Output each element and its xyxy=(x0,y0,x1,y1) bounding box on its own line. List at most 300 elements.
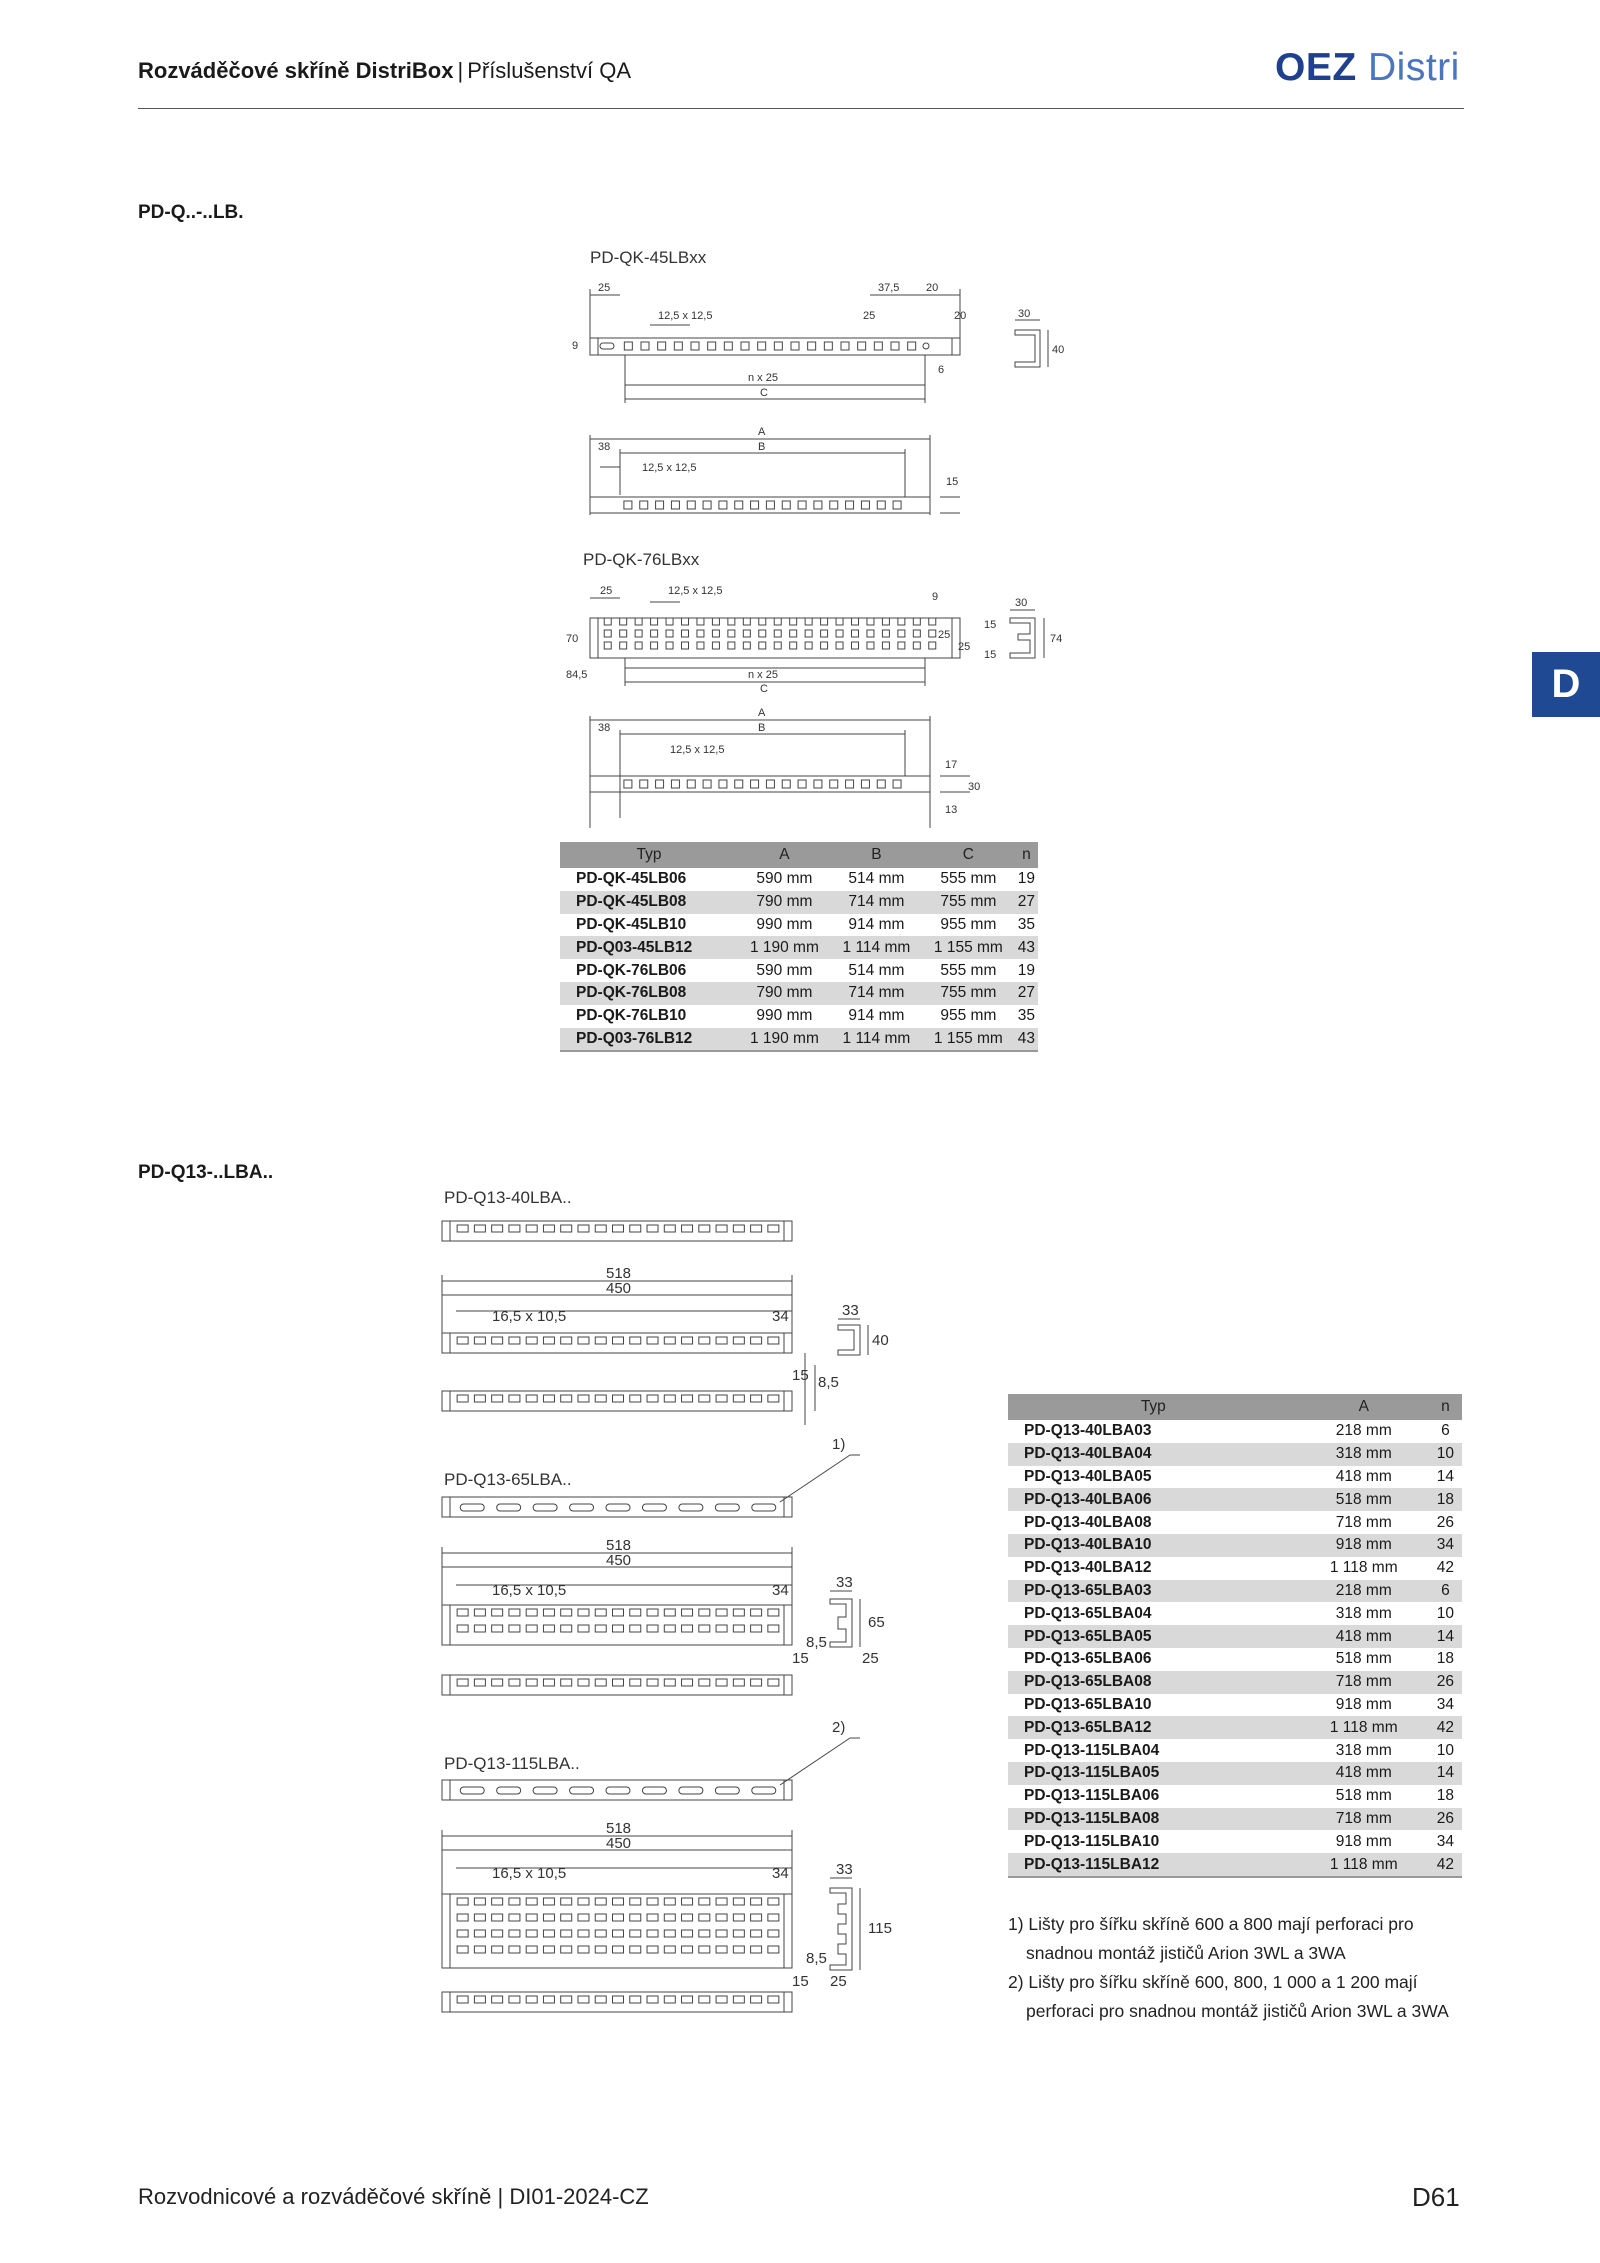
table-row xyxy=(1008,1602,1462,1625)
perforation-hole xyxy=(703,501,711,509)
q13-65-holes-row xyxy=(457,1679,779,1686)
dim-label: 34 xyxy=(772,1582,789,1599)
logo-distri: Distri xyxy=(1368,46,1460,89)
table-row xyxy=(560,891,1038,914)
perforation-hole xyxy=(613,1914,624,1921)
perforation-hole xyxy=(604,618,611,625)
table-row xyxy=(560,868,1038,891)
perforation-hole xyxy=(561,1679,572,1686)
perforation-hole xyxy=(715,1787,739,1794)
perforation-hole xyxy=(604,642,611,649)
perforation-hole xyxy=(768,1996,779,2003)
perforation-hole xyxy=(664,1679,675,1686)
perforation-hole xyxy=(861,501,869,509)
value-cell: 34 xyxy=(1436,1832,1455,1850)
perforation-hole xyxy=(624,780,632,788)
perforation-hole xyxy=(743,630,750,637)
dim-label: 12,5 x 12,5 xyxy=(658,310,713,322)
value-cell: 418 mm xyxy=(1335,1467,1392,1485)
perforation-hole xyxy=(642,1504,666,1511)
perforation-hole xyxy=(751,1225,762,1232)
perforation-hole xyxy=(604,630,611,637)
dim-label: 25 xyxy=(598,282,611,294)
dim-label: 8,5 xyxy=(818,1374,839,1391)
perforation-hole xyxy=(798,780,806,788)
perforation-hole xyxy=(474,1946,485,1953)
perforation-hole xyxy=(526,1609,537,1616)
perforation-hole xyxy=(497,1787,521,1794)
perforation-hole xyxy=(719,501,727,509)
dim-label: 115 xyxy=(868,1920,892,1937)
drawing-45-holes-bottom xyxy=(624,501,901,509)
value-cell: 918 mm xyxy=(1299,1534,1429,1557)
perforation-hole xyxy=(716,1930,727,1937)
perforation-hole xyxy=(492,1679,503,1686)
perforation-hole xyxy=(561,1225,572,1232)
q13-115-holes-row xyxy=(457,1930,779,1937)
perforation-hole xyxy=(682,1625,693,1632)
dim-label: C xyxy=(760,683,768,695)
table-row xyxy=(560,1005,1038,1028)
perforation-hole xyxy=(647,1625,658,1632)
header-title-bold: Rozváděčové skříně DistriBox xyxy=(138,58,454,83)
perforation-hole xyxy=(457,1337,468,1344)
perforation-hole xyxy=(664,1625,675,1632)
perforation-hole xyxy=(751,1337,762,1344)
perforation-hole xyxy=(595,1996,606,2003)
perforation-hole xyxy=(664,1225,675,1232)
value-cell: 6 xyxy=(1441,1422,1450,1440)
drawing-45-label: PD-QK-45LBxx xyxy=(590,248,707,267)
perforation-hole xyxy=(728,630,735,637)
perforation-hole xyxy=(699,1679,710,1686)
perforation-hole xyxy=(474,1930,485,1937)
dim-label: 16,5 x 10,5 xyxy=(492,1308,567,1325)
value-cell: 518 mm xyxy=(1335,1787,1392,1805)
perforation-hole xyxy=(716,1914,727,1921)
perforation-hole xyxy=(492,1337,503,1344)
perforation-hole xyxy=(716,1625,727,1632)
perforation-hole xyxy=(758,342,766,350)
value-cell: 14 xyxy=(1429,1625,1462,1648)
value-cell: 914 mm xyxy=(848,1007,905,1025)
value-cell: 318 mm xyxy=(1335,1604,1392,1622)
dim-label: 25 xyxy=(862,1650,879,1667)
value-cell: 26 xyxy=(1429,1671,1462,1694)
dim-label: 15 xyxy=(984,619,997,631)
perforation-hole xyxy=(613,1930,624,1937)
perforation-hole xyxy=(457,1679,468,1686)
value-cell: 42 xyxy=(1429,1716,1462,1739)
perforation-hole xyxy=(733,1930,744,1937)
perforation-hole xyxy=(699,1930,710,1937)
type-cell: PD-Q13-40LBA12 xyxy=(1024,1559,1152,1577)
table-row xyxy=(1008,1443,1462,1466)
perforation-hole xyxy=(526,1930,537,1937)
dim-label: 12,5 x 12,5 xyxy=(668,585,723,597)
value-cell: 34 xyxy=(1429,1534,1462,1557)
perforation-hole xyxy=(533,1504,557,1511)
dim-label: 9 xyxy=(932,591,939,603)
perforation-hole xyxy=(474,1625,485,1632)
perforation-hole xyxy=(656,780,664,788)
value-cell: 990 mm xyxy=(756,1007,813,1025)
perforation-hole xyxy=(929,618,936,625)
perforation-hole xyxy=(509,1679,520,1686)
perforation-hole xyxy=(613,1609,624,1616)
drawing-q13-115-label: PD-Q13-115LBA.. xyxy=(444,1754,580,1773)
value-cell: 555 mm xyxy=(940,961,997,979)
perforation-hole xyxy=(733,1914,744,1921)
perforation-hole xyxy=(830,780,838,788)
perforation-hole xyxy=(613,1625,624,1632)
type-cell: PD-Q03-76LB12 xyxy=(560,1028,738,1052)
value-cell: 10 xyxy=(1429,1443,1462,1466)
page-footer: Rozvodnicové a rozváděčové skříně | DI01-2024-CZ xyxy=(138,2184,649,2209)
perforation-hole xyxy=(492,1898,503,1905)
perforation-hole xyxy=(664,1996,675,2003)
value-cell: 918 mm xyxy=(1335,1832,1392,1850)
type-cell: PD-Q13-40LBA04 xyxy=(1008,1443,1299,1466)
perforation-hole xyxy=(682,1225,693,1232)
perforation-hole xyxy=(497,1504,521,1511)
perforation-hole xyxy=(759,642,766,649)
value-cell: 42 xyxy=(1429,1853,1462,1877)
perforation-hole xyxy=(509,1625,520,1632)
value-cell: 19 xyxy=(1017,961,1035,979)
footnote-marker: 1) xyxy=(832,1436,846,1453)
perforation-hole xyxy=(805,618,812,625)
dim-label: 38 xyxy=(598,722,611,734)
drawing-q13-115-svg xyxy=(440,1718,900,2028)
dim-label: 25 xyxy=(830,1973,847,1990)
perforation-hole xyxy=(751,780,759,788)
q13-65-ovals-row xyxy=(460,1504,776,1511)
perforation-hole xyxy=(620,642,627,649)
value-cell: 19 xyxy=(1017,870,1035,888)
perforation-hole xyxy=(716,1225,727,1232)
perforation-hole xyxy=(699,1898,710,1905)
q13-40-holes-row xyxy=(457,1225,779,1232)
perforation-hole xyxy=(457,1946,468,1953)
q13-115-holes-row xyxy=(457,1898,779,1905)
perforation-hole xyxy=(716,1679,727,1686)
perforation-hole xyxy=(733,1395,744,1402)
dim-label: 30 xyxy=(968,781,981,793)
type-cell: PD-Q13-65LBA05 xyxy=(1008,1625,1299,1648)
q13-40-holes-row xyxy=(457,1395,779,1402)
perforation-hole xyxy=(509,1946,520,1953)
oez-distri-logo xyxy=(1275,46,1460,90)
value-cell: 318 mm xyxy=(1299,1443,1429,1466)
table-header-cell: B xyxy=(831,842,922,868)
perforation-hole xyxy=(630,1679,641,1686)
perforation-hole xyxy=(561,1898,572,1905)
perforation-hole xyxy=(846,501,854,509)
dim-label: 15 xyxy=(984,649,997,661)
dim-label: 15 xyxy=(792,1973,809,1990)
perforation-hole xyxy=(874,342,882,350)
perforation-hole xyxy=(719,780,727,788)
perforation-hole xyxy=(768,1337,779,1344)
perforation-hole xyxy=(682,1996,693,2003)
perforation-hole xyxy=(774,642,781,649)
perforation-hole xyxy=(651,630,658,637)
perforation-hole xyxy=(682,1898,693,1905)
perforation-hole xyxy=(867,630,874,637)
page-header xyxy=(138,58,631,84)
perforation-hole xyxy=(716,1946,727,1953)
perforation-hole xyxy=(647,1946,658,1953)
value-cell: 14 xyxy=(1429,1762,1462,1785)
perforation-hole xyxy=(712,642,719,649)
perforation-hole xyxy=(630,1609,641,1616)
q13-115-holes-row xyxy=(457,1996,779,2003)
perforation-hole xyxy=(620,618,627,625)
perforation-hole xyxy=(570,1787,594,1794)
perforation-hole xyxy=(768,1930,779,1937)
perforation-hole xyxy=(595,1930,606,1937)
perforation-hole xyxy=(697,630,704,637)
perforation-hole xyxy=(716,1395,727,1402)
perforation-hole xyxy=(664,1609,675,1616)
perforation-hole xyxy=(716,1996,727,2003)
type-cell: PD-Q13-65LBA03 xyxy=(1008,1580,1299,1603)
table-header-cell: Typ xyxy=(1008,1394,1299,1420)
perforation-hole xyxy=(630,1225,641,1232)
perforation-hole xyxy=(613,1337,624,1344)
perforation-hole xyxy=(724,342,732,350)
dim-label: 30 xyxy=(1018,308,1031,320)
perforation-hole xyxy=(821,642,828,649)
perforation-hole xyxy=(509,1395,520,1402)
type-cell: PD-Q13-115LBA08 xyxy=(1008,1808,1299,1831)
dim-label: 25 xyxy=(958,641,971,653)
type-cell: PD-Q13-40LBA08 xyxy=(1024,1513,1152,1531)
perforation-hole xyxy=(682,1337,693,1344)
perforation-hole xyxy=(679,1787,703,1794)
dim-label: C xyxy=(760,387,768,399)
type-cell: PD-Q13-40LBA03 xyxy=(1024,1422,1152,1440)
value-cell: 718 mm xyxy=(1299,1808,1429,1831)
perforation-hole xyxy=(543,1395,554,1402)
value-cell: 514 mm xyxy=(848,870,905,888)
value-cell: 10 xyxy=(1436,1604,1455,1622)
perforation-hole xyxy=(664,1898,675,1905)
perforation-hole xyxy=(526,1996,537,2003)
perforation-hole xyxy=(716,1337,727,1344)
dim-label: 518 xyxy=(606,1265,632,1282)
perforation-hole xyxy=(595,1914,606,1921)
perforation-hole xyxy=(630,1337,641,1344)
perforation-hole xyxy=(682,1930,693,1937)
perforation-hole xyxy=(526,1946,537,1953)
header-divider xyxy=(138,108,1464,109)
table-row xyxy=(1008,1557,1462,1580)
perforation-hole xyxy=(908,342,916,350)
perforation-hole xyxy=(543,1914,554,1921)
perforation-hole xyxy=(561,1914,572,1921)
table-header-cell: Typ xyxy=(560,842,738,868)
type-cell: PD-QK-45LB08 xyxy=(560,891,738,914)
table-row xyxy=(1008,1808,1462,1831)
table-row xyxy=(1008,1648,1462,1671)
table-header-cell: A xyxy=(1299,1394,1429,1420)
perforation-hole xyxy=(743,642,750,649)
type-cell: PD-Q03-45LB12 xyxy=(560,936,738,959)
perforation-hole xyxy=(805,642,812,649)
header-title-regular: Příslušenství QA xyxy=(467,58,632,83)
footnotes xyxy=(1008,1910,1468,2026)
value-cell: 790 mm xyxy=(738,982,831,1005)
value-cell: 714 mm xyxy=(831,982,922,1005)
table-row xyxy=(1008,1830,1462,1853)
perforation-hole xyxy=(526,1898,537,1905)
perforation-hole xyxy=(703,780,711,788)
perforation-hole xyxy=(824,342,832,350)
perforation-hole xyxy=(790,642,797,649)
perforation-hole xyxy=(578,1914,589,1921)
value-cell: 18 xyxy=(1436,1650,1455,1668)
perforation-hole xyxy=(647,1337,658,1344)
table-header-cell: n xyxy=(1015,842,1038,868)
dim-label: B xyxy=(758,722,766,734)
drawing-45-svg xyxy=(560,275,1080,515)
dim-label: 6 xyxy=(938,364,945,376)
perforation-hole xyxy=(492,1914,503,1921)
value-cell: 1 114 mm xyxy=(831,936,922,959)
drawing-76-holes-top xyxy=(604,618,936,649)
perforation-hole xyxy=(805,630,812,637)
perforation-hole xyxy=(733,1625,744,1632)
value-cell: 35 xyxy=(1017,1007,1035,1025)
dim-label: 20 xyxy=(926,282,939,294)
type-cell: PD-Q13-115LBA10 xyxy=(1024,1832,1160,1850)
perforation-hole xyxy=(647,1930,658,1937)
q13-40-holes-row xyxy=(457,1337,779,1344)
perforation-hole xyxy=(687,501,695,509)
type-cell: PD-Q13-65LBA10 xyxy=(1024,1695,1152,1713)
perforation-hole xyxy=(526,1914,537,1921)
type-cell: PD-QK-45LB10 xyxy=(576,915,687,933)
value-cell: 1 190 mm xyxy=(738,1028,831,1052)
perforation-hole xyxy=(630,1930,641,1937)
perforation-hole xyxy=(635,618,642,625)
perforation-hole xyxy=(578,1996,589,2003)
perforation-hole xyxy=(543,1625,554,1632)
value-cell: 1 155 mm xyxy=(922,1028,1015,1052)
perforation-hole xyxy=(509,1930,520,1937)
perforation-hole xyxy=(492,1946,503,1953)
type-cell: PD-Q13-40LBA06 xyxy=(1008,1488,1299,1511)
perforation-hole xyxy=(867,642,874,649)
table-row xyxy=(1008,1762,1462,1785)
perforation-hole xyxy=(647,1914,658,1921)
value-cell: 318 mm xyxy=(1335,1741,1392,1759)
perforation-hole xyxy=(768,1625,779,1632)
perforation-hole xyxy=(509,1225,520,1232)
perforation-hole xyxy=(641,342,649,350)
perforation-hole xyxy=(798,501,806,509)
perforation-hole xyxy=(578,1679,589,1686)
perforation-hole xyxy=(543,1946,554,1953)
perforation-hole xyxy=(774,618,781,625)
perforation-hole xyxy=(790,630,797,637)
perforation-hole xyxy=(929,630,936,637)
perforation-hole xyxy=(682,1946,693,1953)
perforation-hole xyxy=(666,618,673,625)
perforation-hole xyxy=(457,1625,468,1632)
section-tab: D xyxy=(1532,652,1600,717)
perforation-hole xyxy=(460,1504,484,1511)
perforation-hole xyxy=(836,630,843,637)
dim-label: 25 xyxy=(863,310,876,322)
value-cell: 955 mm xyxy=(940,1007,997,1025)
perforation-hole xyxy=(768,1914,779,1921)
perforation-hole xyxy=(733,1609,744,1616)
q13-65-holes-row xyxy=(457,1609,779,1616)
value-cell: 1 118 mm xyxy=(1329,1559,1398,1577)
spec-table-lba xyxy=(1008,1394,1462,1878)
perforation-hole xyxy=(509,1898,520,1905)
perforation-hole xyxy=(474,1609,485,1616)
dim-label: 9 xyxy=(572,340,579,352)
perforation-hole xyxy=(893,501,901,509)
perforation-hole xyxy=(697,642,704,649)
footnote-1: 1) Lišty pro šířku skříně 600 a 800 mají perforaci pro snadnou montáž jističů Arion 3WL a 3WA xyxy=(1008,1914,1414,1963)
value-cell: 990 mm xyxy=(756,915,813,933)
dim-label: 13 xyxy=(945,804,958,816)
perforation-hole xyxy=(578,1609,589,1616)
perforation-hole xyxy=(913,642,920,649)
perforation-hole xyxy=(733,1337,744,1344)
perforation-hole xyxy=(821,630,828,637)
perforation-hole xyxy=(533,1787,557,1794)
perforation-hole xyxy=(526,1395,537,1402)
q13-115-ovals-row xyxy=(460,1787,776,1794)
perforation-hole xyxy=(664,1946,675,1953)
perforation-hole xyxy=(492,1930,503,1937)
perforation-hole xyxy=(751,1930,762,1937)
perforation-hole xyxy=(656,501,664,509)
perforation-hole xyxy=(898,618,905,625)
perforation-hole xyxy=(768,1946,779,1953)
table-header-cell: A xyxy=(738,842,831,868)
dim-label: A xyxy=(758,426,766,438)
perforation-hole xyxy=(774,630,781,637)
value-cell: 590 mm xyxy=(756,961,813,979)
perforation-hole xyxy=(877,780,885,788)
perforation-hole xyxy=(790,618,797,625)
dim-label: 37,5 xyxy=(878,282,900,294)
perforation-hole xyxy=(913,630,920,637)
perforation-hole xyxy=(666,642,673,649)
perforation-hole xyxy=(509,1996,520,2003)
perforation-hole xyxy=(578,1337,589,1344)
perforation-hole xyxy=(651,618,658,625)
perforation-hole xyxy=(691,342,699,350)
table-row xyxy=(1008,1488,1462,1511)
perforation-hole xyxy=(578,1625,589,1632)
perforation-hole xyxy=(751,501,759,509)
value-cell: 418 mm xyxy=(1299,1625,1429,1648)
perforation-hole xyxy=(814,501,822,509)
perforation-hole xyxy=(929,642,936,649)
perforation-hole xyxy=(743,618,750,625)
perforation-hole xyxy=(595,1225,606,1232)
perforation-hole xyxy=(752,1504,776,1511)
value-cell: 955 mm xyxy=(940,915,997,933)
